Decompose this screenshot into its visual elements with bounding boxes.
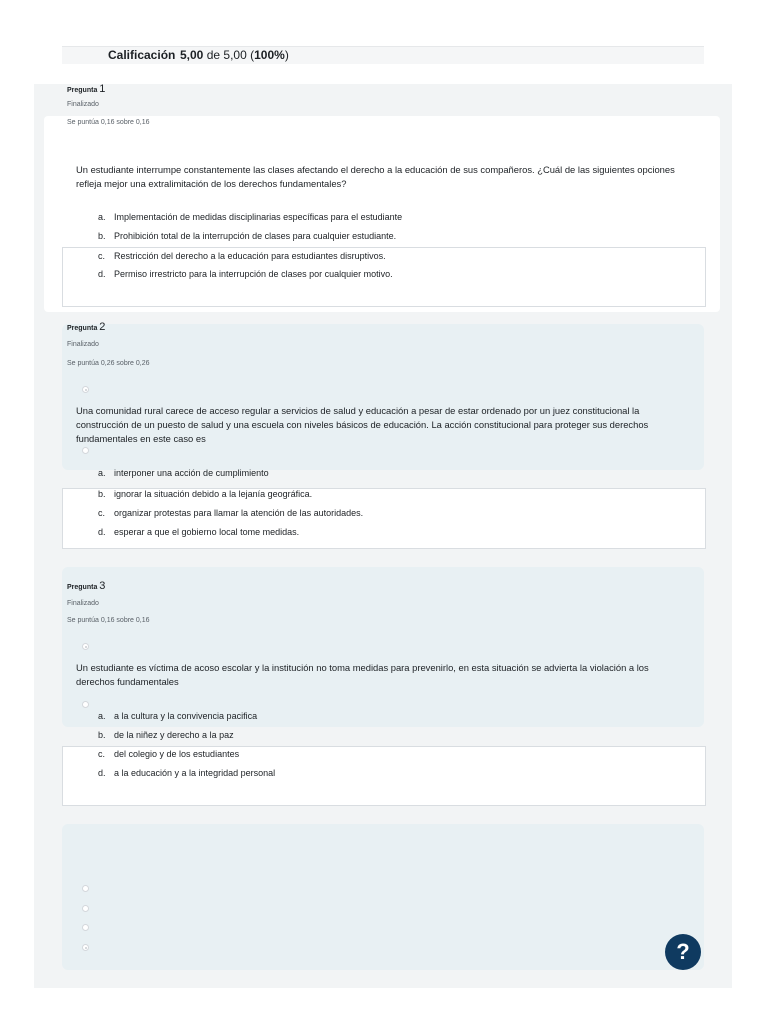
question-3-points: Se puntúa 0,16 sobre 0,16 xyxy=(67,617,150,624)
question-1-points: Se puntúa 0,16 sobre 0,16 xyxy=(67,119,150,126)
question-2-state: Finalizado xyxy=(67,341,99,348)
radio-button[interactable] xyxy=(82,924,89,931)
question-1-text: Un estudiante interrumpe constantemente las clases afectando el derecho a la educación de sus compañeros. ¿Cuál de las siguientes opciones refleja mejor una extralimitación de los derechos fundamentales? xyxy=(76,164,675,189)
option-text: del colegio y de los estudiantes xyxy=(114,749,240,759)
grade-value: 5,00 de 5,00 (100%) xyxy=(180,48,289,62)
option-letter: d. xyxy=(98,527,106,537)
question-3-number: 3 xyxy=(99,580,106,592)
option-text: a la cultura y la convivencia pacifica xyxy=(114,711,258,721)
question-1-option-c[interactable] xyxy=(98,250,386,263)
question-1-option-d[interactable] xyxy=(98,268,393,281)
question-3-word: Pregunta xyxy=(67,584,98,591)
question-3-text: Un estudiante es víctima de acoso escolar y la institución no toma medidas para prevenirlo, en esta situación se advierta la violación a los derechos fundamentales xyxy=(76,662,649,687)
grade-percent: 100% xyxy=(254,48,285,62)
option-text: Restricción del derecho a la educación para estudiantes disruptivos. xyxy=(114,251,386,261)
option-text: a la educación y a la integridad personal xyxy=(114,768,276,778)
option-text: Permiso irrestricto para la interrupción de clases por cualquier motivo. xyxy=(114,269,393,279)
option-letter: a. xyxy=(98,212,106,222)
question-3-card xyxy=(62,567,704,727)
radio-button[interactable] xyxy=(82,701,89,708)
radio-button[interactable] xyxy=(82,447,89,454)
option-text: de la niñez y derecho a la paz xyxy=(114,730,234,740)
option-letter: d. xyxy=(98,768,106,778)
question-3-option-d[interactable] xyxy=(98,767,275,780)
radio-button[interactable] xyxy=(82,944,89,951)
option-letter: c. xyxy=(98,508,106,518)
option-letter: d. xyxy=(98,269,106,279)
question-2-word: Pregunta xyxy=(67,325,98,332)
question-3-option-a[interactable] xyxy=(98,710,257,723)
radio-button[interactable] xyxy=(82,905,89,912)
question-2-number: 2 xyxy=(99,321,106,333)
option-letter: b. xyxy=(98,231,106,241)
question-4-card xyxy=(62,824,704,970)
question-2-text: Una comunidad rural carece de acceso regular a servicios de salud y educación a pesar de estar ordenado por un juez constitucional la construcción de un puesto de salud y una escuela con niveles básicos de educación. La acción constitucional para proteger sus derechos fundamentales en este caso es xyxy=(76,405,649,444)
question-mark-icon: ? xyxy=(676,939,690,964)
question-1-number: 1 xyxy=(99,83,106,95)
question-1-state: Finalizado xyxy=(67,101,99,108)
option-letter: a. xyxy=(98,468,106,478)
question-2-option-d[interactable] xyxy=(98,526,299,539)
option-text: esperar a que el gobierno local tome medidas. xyxy=(114,527,300,537)
option-text: interponer una acción de cumplimiento xyxy=(114,468,269,478)
question-2-option-c[interactable] xyxy=(98,507,363,520)
grade-max: 5,00 xyxy=(223,48,247,62)
grade-score: 5,00 xyxy=(180,48,204,62)
option-letter: b. xyxy=(98,730,106,740)
radio-button[interactable] xyxy=(82,386,89,393)
radio-button[interactable] xyxy=(82,885,89,892)
option-letter: b. xyxy=(98,489,106,499)
option-letter: c. xyxy=(98,251,106,261)
option-text: Prohibición total de la interrupción de clases para cualquier estudiante. xyxy=(114,231,397,241)
option-text: ignorar la situación debido a la lejanía geográfica. xyxy=(114,489,313,499)
option-text: Implementación de medidas disciplinarias específicas para el estudiante xyxy=(114,212,403,222)
question-1-option-b[interactable] xyxy=(98,230,396,243)
help-button[interactable] xyxy=(665,934,701,970)
grade-label: Calificación xyxy=(108,48,176,62)
question-2-option-b[interactable] xyxy=(98,488,312,501)
question-3-heading xyxy=(67,580,105,592)
question-3-option-c[interactable] xyxy=(98,748,239,761)
question-3-state: Finalizado xyxy=(67,600,99,607)
radio-button[interactable] xyxy=(82,643,89,650)
question-2-card xyxy=(62,324,704,470)
question-1-word: Pregunta xyxy=(67,87,98,94)
grade-of: de xyxy=(206,48,221,62)
question-2-heading xyxy=(67,321,105,333)
question-2-points: Se puntúa 0,26 sobre 0,26 xyxy=(67,360,150,367)
question-3-option-b[interactable] xyxy=(98,729,234,742)
question-2-option-a[interactable] xyxy=(98,467,269,480)
option-text: organizar protestas para llamar la atención de las autoridades. xyxy=(114,508,364,518)
option-letter: a. xyxy=(98,711,106,721)
option-letter: c. xyxy=(98,749,106,759)
question-1-option-a[interactable] xyxy=(98,211,402,224)
question-1-heading xyxy=(67,83,105,95)
